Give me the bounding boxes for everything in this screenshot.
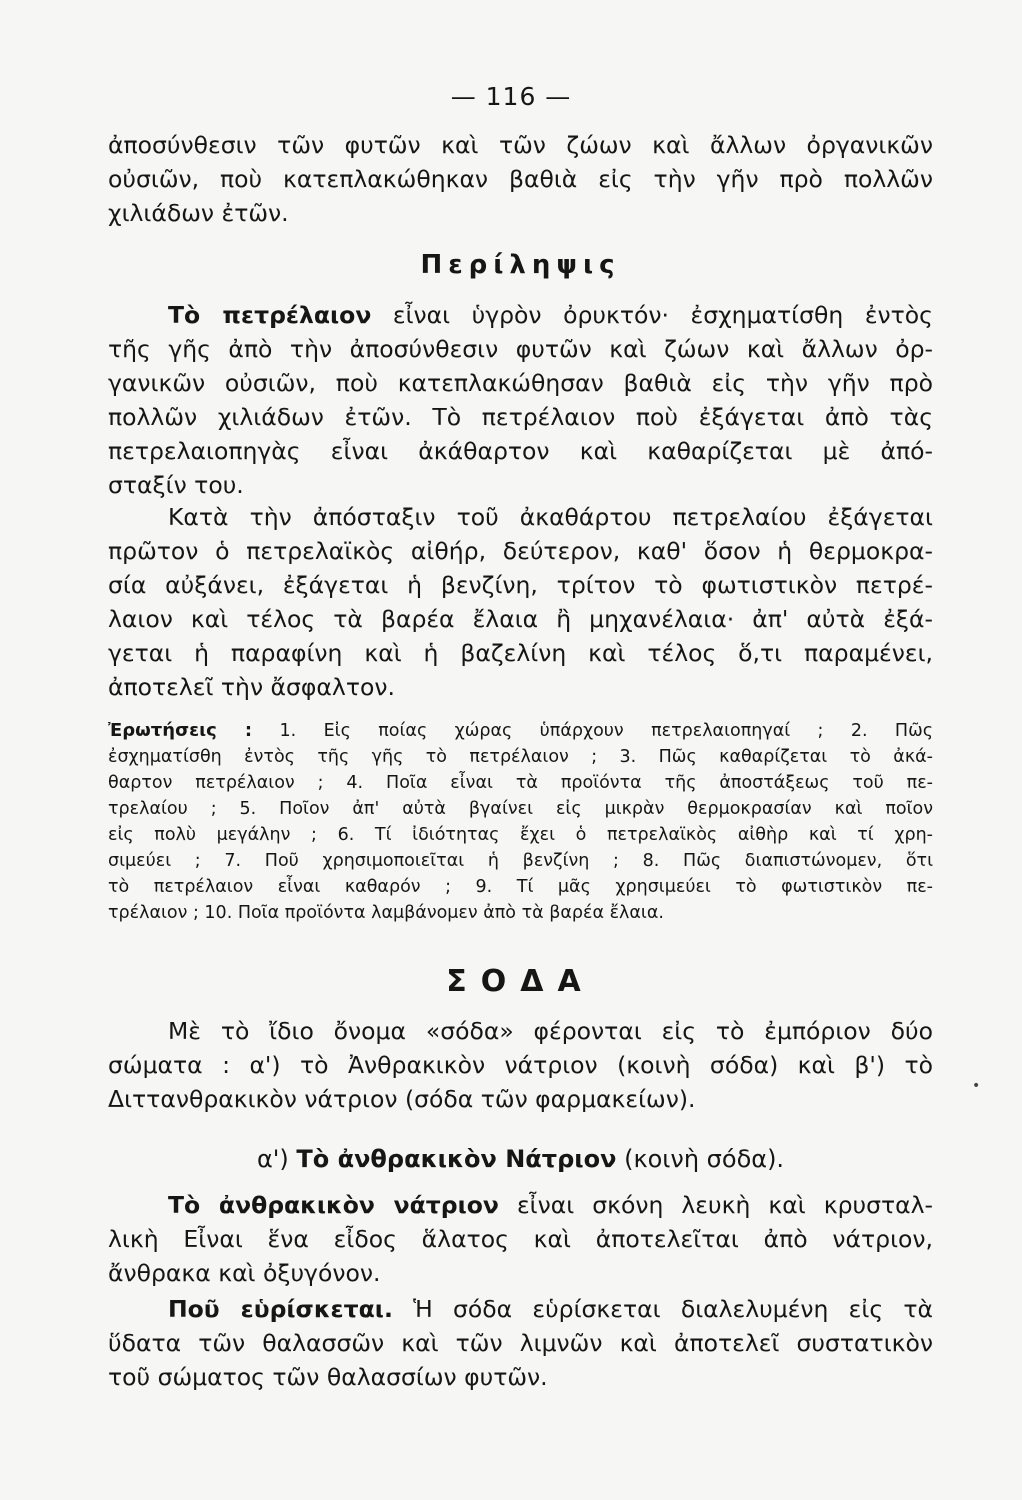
- soda-intro-line-3: Διττανθρακικὸν νάτριον (σόδα τῶν φαρμακείων).: [108, 1085, 696, 1113]
- summary-heading: Περίληψις: [420, 250, 621, 280]
- summary-line-4: πολλῶν χιλιάδων ἐτῶν. Τὸ πετρέλαιον ποὺ ἐξάγεται ἀπὸ τὰς: [108, 403, 933, 431]
- location-paragraph: [108, 1292, 933, 1394]
- carbonate-line-1: [108, 1188, 933, 1222]
- carbonate-line-1-text: εἶναι σκόνη λευκὴ καὶ κρυσταλ-: [498, 1191, 934, 1219]
- questions-line-4: τρελαίου ; 5. Ποῖον ἀπ' αὐτὰ βγαίνει εἰς μικρὰν θερμοκρασίαν καὶ ποῖον: [108, 799, 933, 819]
- distillation-paragraph: [108, 500, 933, 704]
- intro-paragraph: [108, 128, 933, 230]
- location-line-3: τοῦ σώματος τῶν θαλασσίων φυτῶν.: [108, 1363, 548, 1391]
- page-number: — 116 —: [450, 82, 572, 111]
- location-line-2: ὕδατα τῶν θαλασσῶν καὶ τῶν λιμνῶν καὶ ἀποτελεῖ συστατικὸν: [108, 1329, 933, 1357]
- carbonate-bold-term: Τὸ ἀνθρακικὸν νάτριον: [168, 1191, 499, 1219]
- location-line-1: [108, 1292, 933, 1326]
- subsection-suffix: (κοινὴ σόδα).: [624, 1145, 785, 1173]
- carbonate-paragraph: [108, 1188, 933, 1290]
- subsection-title: Τὸ ἀνθρακικὸν Νάτριον: [296, 1145, 617, 1173]
- soda-intro-paragraph: [108, 1014, 933, 1116]
- distillation-line-6: ἀποτελεῖ τὴν ἄσφαλτον.: [108, 673, 395, 701]
- carbonate-line-2: λικὴ Εἶναι ἕνα εἶδος ἅλατος καὶ ἀποτελεῖται ἀπὸ νάτριον,: [108, 1225, 933, 1253]
- summary-line-1: [108, 298, 933, 332]
- distillation-line-2: πρῶτον ὁ πετρελαϊκὸς αἰθήρ, δεύτερον, καθ' ὅσον ἡ θερμοκρα-: [108, 537, 933, 565]
- summary-paragraph: [108, 298, 933, 502]
- questions-line-1-text: 1. Εἰς ποίας χώρας ὑπάρχουν πετρελαιοπηγαί ; 2. Πῶς: [252, 721, 934, 741]
- margin-mark: •: [972, 1078, 981, 1094]
- summary-line-1-text: εἶναι ὑγρὸν ὀρυκτόν· ἐσχηματίσθη ἐντὸς: [371, 301, 933, 329]
- questions-line-5: εἰς πολὺ μεγάλην ; 6. Τί ἰδιότητας ἔχει ὁ πετρελαϊκὸς αἰθὴρ καὶ τί χρη-: [108, 825, 933, 845]
- intro-line-3: χιλιάδων ἐτῶν.: [108, 199, 289, 227]
- summary-line-2: τῆς γῆς ἀπὸ τὴν ἀποσύνθεσιν φυτῶν καὶ ζώων καὶ ἄλλων ὀρ-: [108, 335, 933, 363]
- questions-line-3: θαρτον πετρέλαιον ; 4. Ποῖα εἶναι τὰ προϊόντα τῆς ἀποστάξεως τοῦ πε-: [108, 773, 933, 793]
- subsection-prefix: α'): [256, 1145, 289, 1173]
- summary-line-5: πετρελαιοπηγὰς εἶναι ἀκάθαρτον καὶ καθαρίζεται μὲ ἀπό-: [108, 437, 933, 465]
- soda-title: ΣΟΔΑ: [446, 964, 595, 999]
- soda-intro-line-1: Μὲ τὸ ἴδιο ὄνομα «σόδα» φέρονται εἰς τὸ ἐμπόριον δύο: [168, 1017, 933, 1045]
- summary-line-3: γανικῶν οὐσιῶν, ποὺ κατεπλακώθησαν βαθιὰ εἰς τὴν γῆν πρὸ: [108, 369, 933, 397]
- distillation-line-1: Κατὰ τὴν ἀπόσταξιν τοῦ ἀκαθάρτου πετρελαίου ἐξάγεται: [168, 503, 933, 531]
- summary-line-6: σταξίν του.: [108, 471, 244, 499]
- questions-line-8: τρέλαιον ; 10. Ποῖα προϊόντα λαμβάνομεν ἀπὸ τὰ βαρέα ἔλαια.: [108, 903, 664, 923]
- questions-line-1: [108, 718, 933, 744]
- location-bold-term: Ποῦ εὑρίσκεται.: [168, 1295, 393, 1323]
- summary-bold-term: Τὸ πετρέλαιον: [168, 301, 372, 329]
- questions-line-2: ἐσχηματίσθη ἐντὸς τῆς γῆς τὸ πετρέλαιον ; 3. Πῶς καθαρίζεται τὸ ἀκά-: [108, 747, 933, 767]
- soda-intro-line-2: σώματα : α') τὸ Ἀνθρακικὸν νάτριον (κοινὴ σόδα) καὶ β') τὸ: [108, 1051, 933, 1079]
- questions-line-7: τὸ πετρέλαιον εἶναι καθαρόν ; 9. Τί μᾶς χρησιμεύει τὸ φωτιστικὸν πε-: [108, 877, 933, 897]
- carbonate-line-3: ἄνθρακα καὶ ὀξυγόνον.: [108, 1259, 381, 1287]
- location-line-1-text: Ἡ σόδα εὑρίσκεται διαλελυμένη εἰς τὰ: [392, 1295, 933, 1323]
- distillation-line-5: γεται ἡ παραφίνη καὶ ἡ βαζελίνη καὶ τέλος ὅ,τι παραμένει,: [108, 639, 933, 667]
- questions-line-6: σιμεύει ; 7. Ποῦ χρησιμοποιεῖται ἡ βενζίνη ; 8. Πῶς διαπιστώνομεν, ὅτι: [108, 851, 933, 871]
- distillation-line-4: λαιον καὶ τέλος τὰ βαρέα ἔλαια ἢ μηχανέλαια· ἀπ' αὐτὰ ἐξά-: [108, 605, 933, 633]
- questions-block: [108, 718, 933, 926]
- questions-label: Ἐρωτήσεις :: [108, 720, 253, 741]
- intro-line-1: ἀποσύνθεσιν τῶν φυτῶν καὶ τῶν ζώων καὶ ἄλλων ὀργανικῶν: [108, 131, 933, 159]
- subsection-heading: [108, 1142, 933, 1176]
- distillation-line-3: σία αὐξάνει, ἐξάγεται ἡ βενζίνη, τρίτον τὸ φωτιστικὸν πετρέ-: [108, 571, 933, 599]
- intro-line-2: οὐσιῶν, ποὺ κατεπλακώθηκαν βαθιὰ εἰς τὴν γῆν πρὸ πολλῶν: [108, 165, 933, 193]
